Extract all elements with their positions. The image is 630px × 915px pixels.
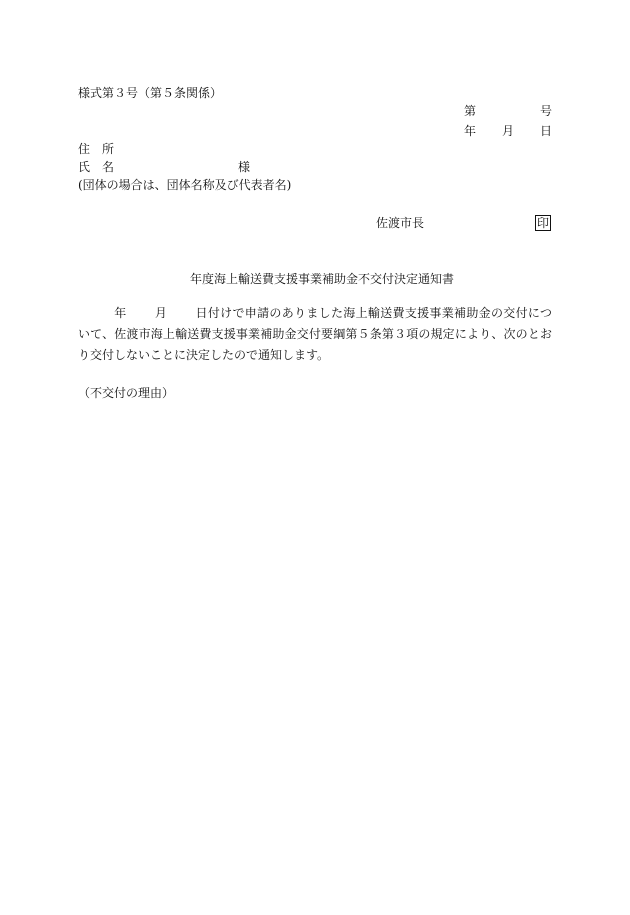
- number-prefix: 第: [464, 104, 477, 118]
- form-label: 様式第３号（第５条関係）: [78, 86, 223, 100]
- address-label: 住 所: [78, 142, 115, 156]
- document-title: 年度海上輸送費支援事業補助金不交付決定通知書: [190, 272, 455, 286]
- body-month: 月: [154, 306, 168, 320]
- body-text: 日付けで申請のありました海上輸送費支援事業補助金の交付について、佐渡市海上輸送費支援事業補助金交付要綱第５条第３項の規定により、次のとおり交付しないことに決定したので通知します。: [78, 306, 552, 362]
- date-year: 年: [464, 124, 477, 138]
- seal-text: 印: [537, 216, 550, 230]
- number-suffix: 号: [540, 104, 553, 118]
- name-label: 氏 名: [78, 160, 115, 174]
- issuer-title: 佐渡市長: [376, 216, 425, 230]
- date-month: 月: [502, 124, 515, 138]
- group-note: (団体の場合は、団体名称及び代表者名): [78, 178, 292, 192]
- body-year: 年: [114, 306, 127, 320]
- date-day: 日: [540, 124, 553, 138]
- body-paragraph: [78, 303, 552, 366]
- honorific: 様: [238, 160, 251, 174]
- reason-label: （不交付の理由）: [78, 386, 175, 400]
- seal-mark: [535, 215, 551, 231]
